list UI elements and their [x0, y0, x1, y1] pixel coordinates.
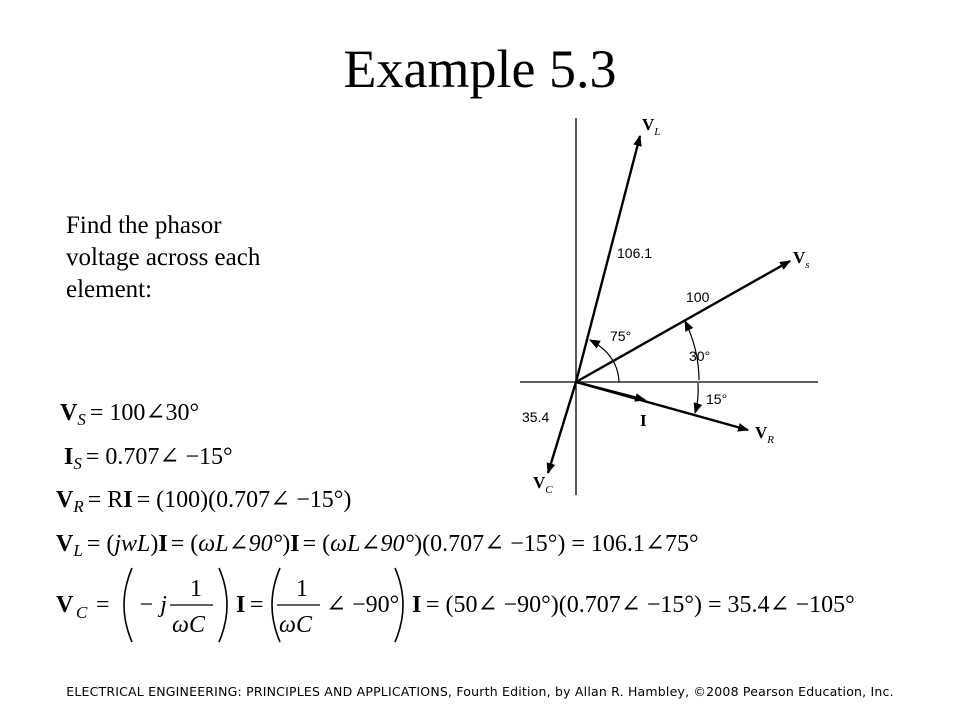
eq5-paren-left-1: [124, 568, 132, 642]
eq5-equals: =: [96, 592, 110, 618]
phasor-vc-label: $V_C$: [533, 473, 553, 496]
eq5-lhs: V: [56, 592, 74, 618]
phasor-vs-magnitude: 100: [686, 289, 710, 305]
angle-label-75: 75°: [610, 328, 632, 344]
eq5-minus-j: − j: [138, 592, 167, 618]
eq5-equals-2: =: [250, 592, 264, 618]
eq5-den-1: ωC: [172, 612, 205, 638]
phasor-vs-label: $V_s$: [793, 248, 810, 271]
eq5-tail: = (50∠ −90°)(0.707∠ −15°) = 35.4∠ −105°: [426, 592, 855, 618]
eq5-current-2: I: [412, 592, 422, 618]
phasor-vc-magnitude: 35.4: [522, 409, 550, 425]
phasor-i-label: I: [640, 411, 647, 430]
eq5-num-1: 1: [190, 576, 202, 602]
eq5-num-2: 1: [296, 576, 308, 602]
angle-label-30: 30°: [689, 348, 711, 364]
problem-line-3: element:: [66, 276, 153, 303]
equation-is: $I_S$ = 0.707∠ −15°: [64, 444, 233, 473]
equation-vc: [56, 568, 855, 642]
problem-line-1: Find the phasor: [66, 212, 222, 239]
angle-label-15: 15°: [706, 391, 728, 407]
phasor-vr-label: $V_R$: [755, 423, 775, 446]
phasor-vl-label: $V_L$: [642, 115, 661, 138]
eq5-paren-right-1: [219, 568, 227, 642]
eq5-den-2: ωC: [279, 612, 312, 638]
eq5-angle: ∠ −90°: [326, 592, 400, 618]
eq5-current-1: I: [236, 592, 246, 618]
equation-vs: $V_S$ = 100∠30°: [60, 400, 200, 429]
equation-vl: $V_L = (jwL)I$ = (ωL∠90°)I = (ωL∠90°)(0.707∠ −15°) = 106.1∠75°: [56, 531, 699, 560]
phasor-vl-magnitude: 106.1: [617, 245, 653, 261]
equation-vr: $V_R$ = RI = (100)(0.707∠ −15°): [56, 487, 352, 516]
slide-title: Example 5.3: [343, 39, 617, 99]
eq5-lhs-sub: C: [76, 603, 88, 622]
footer-citation: ELECTRICAL ENGINEERING: PRINCIPLES AND APPLICATIONS, Fourth Edition, by Allan R. Hambley, ©2008 Pearson Education, Inc.: [66, 684, 894, 699]
problem-line-2: voltage across each: [66, 244, 261, 271]
